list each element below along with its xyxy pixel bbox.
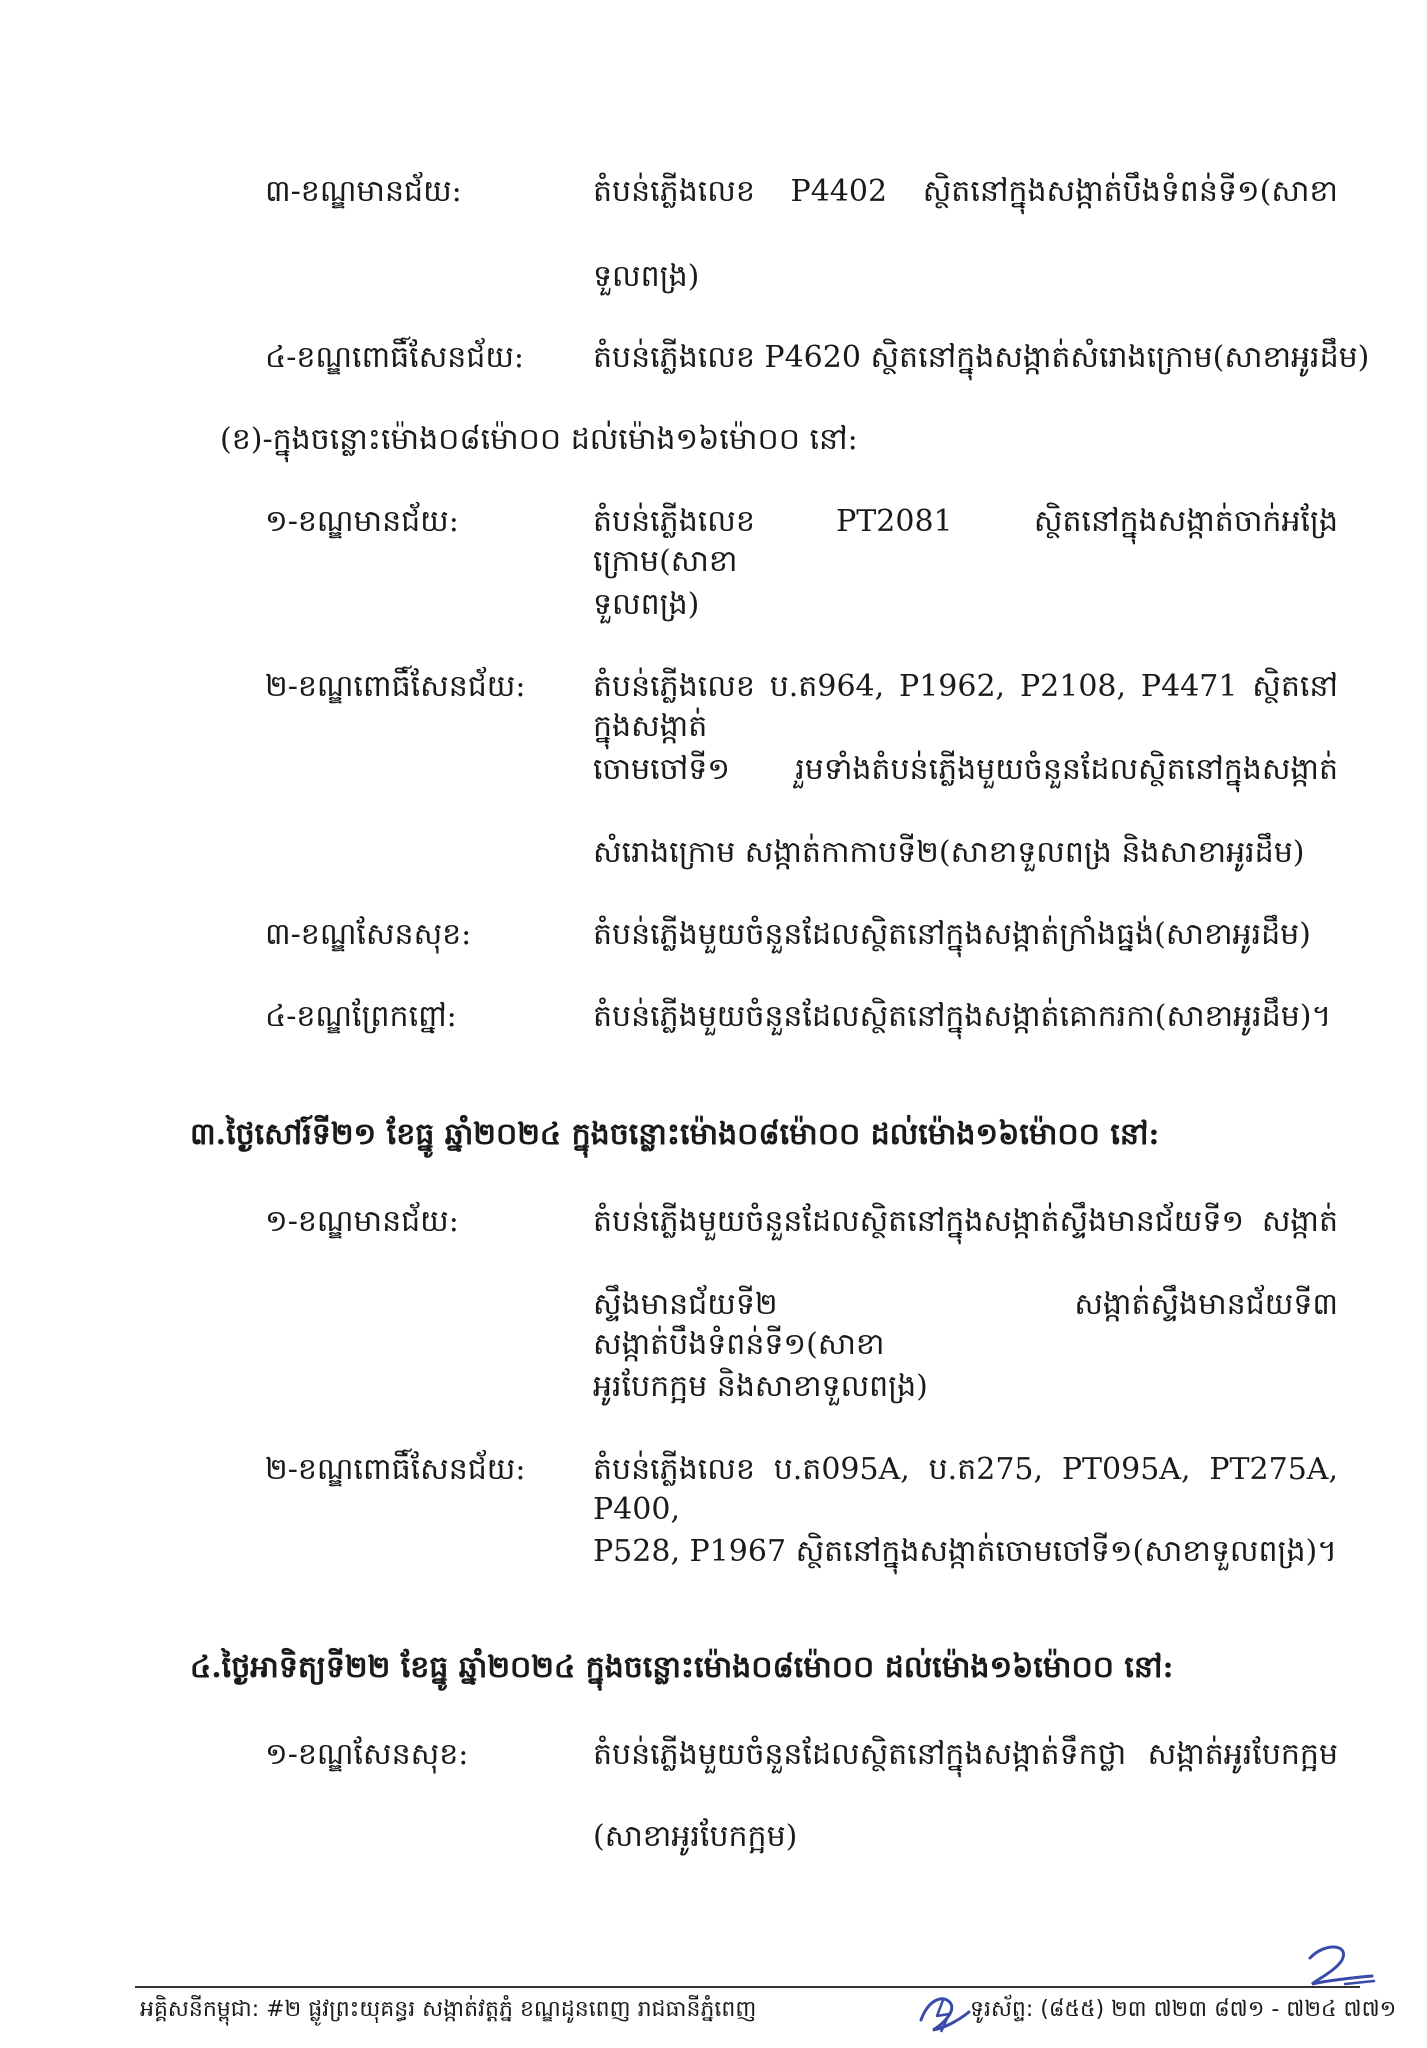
- district-description: តំបន់ភ្លើងលេខ ប.ត095A, ប.ត275, PT095A, PT275A, P400,: [593, 1452, 1338, 1527]
- district-label: ១-ខណ្ឌមានជ័យ:: [265, 1204, 459, 1239]
- district-description: ទួលពង្រ): [593, 587, 700, 622]
- district-description: តំបន់ភ្លើងលេខ PT2081 ស្ថិតនៅក្នុងសង្កាត់ចាក់អង្រែក្រោម(សាខា: [593, 504, 1338, 579]
- district-description: តំបន់ភ្លើងមួយចំនួនដែលស្ថិតនៅក្នុងសង្កាត់គោករកា(សាខាអូរដឹម)។: [593, 999, 1332, 1034]
- district-label: ៤-ខណ្ឌពោធិ៍សែនជ័យ:: [265, 340, 525, 375]
- footer-phone: ទូរស័ព្ទ: (៨៥៥) ២៣ ៧២៣ ៨៧១ - ៧២៤ ៧៧១: [970, 1997, 1397, 2022]
- district-description: (សាខាអូរបែកក្អម): [593, 1819, 798, 1854]
- district-label: ៣-ខណ្ឌមានជ័យ:: [265, 174, 462, 209]
- section-heading: ៣.ថ្ងៃសៅរ៍ទី២១ ខែធ្នូ ឆ្នាំ២០២៤ ក្នុងចន្លោះម៉ោង០៨ម៉ោ០០ ដល់ម៉ោង១៦ម៉ោ០០ នៅ:: [190, 1117, 1160, 1152]
- district-label: ១-ខណ្ឌសែនសុខ:: [265, 1737, 469, 1772]
- district-description: ចោមចៅទី១ រួមទាំងតំបន់ភ្លើងមួយចំនួនដែលស្ថិតនៅក្នុងសង្កាត់: [593, 752, 1338, 787]
- district-description: ទួលពង្រ): [593, 259, 700, 294]
- district-description: សំរោងក្រោម សង្កាត់កាកាបទី២(សាខាទួលពង្រ និងសាខាអូរដឹម): [593, 835, 1305, 870]
- footer-divider: [135, 1986, 1360, 1988]
- section-heading: ៤.ថ្ងៃអាទិត្យទី២២ ខែធ្នូ ឆ្នាំ២០២៤ ក្នុងចន្លោះម៉ោង០៨ម៉ោ០០ ដល់ម៉ោង១៦ម៉ោ០០ នៅ:: [190, 1650, 1174, 1685]
- district-description: អូរបែកក្អម និងសាខាទួលពង្រ): [593, 1369, 928, 1404]
- district-description: តំបន់ភ្លើងមួយចំនួនដែលស្ថិតនៅក្នុងសង្កាត់ក្រាំងធ្នង់(សាខាអូរដឹម): [593, 917, 1311, 952]
- district-label: ៣-ខណ្ឌសែនសុខ:: [265, 917, 472, 952]
- district-description: តំបន់ភ្លើងលេខ ប.ត964, P1962, P2108, P4471 ស្ថិតនៅក្នុងសង្កាត់: [593, 669, 1338, 744]
- district-label: ២-ខណ្ឌពោធិ៍សែនជ័យ:: [265, 1452, 526, 1487]
- signature-icon: [1290, 1940, 1380, 2000]
- district-description: ស្ទឹងមានជ័យទី២ សង្កាត់ស្ទឹងមានជ័យទី៣ សង្កាត់បឹងទំពន់ទី១(សាខា: [593, 1287, 1338, 1362]
- footer-address: អគ្គិសនីកម្ពុជា: #២ ផ្លូវព្រះយុគន្ធរ សង្កាត់វត្តភ្នំ ខណ្ឌដូនពេញ រាជធានីភ្នំពេញ: [140, 1997, 757, 2022]
- district-label: ៤-ខណ្ឌព្រែកព្នៅ:: [265, 999, 457, 1034]
- district-description: តំបន់ភ្លើងលេខ P4620 ស្ថិតនៅក្នុងសង្កាត់សំរោងក្រោម(សាខាអូរដឹម): [593, 340, 1370, 375]
- district-description: តំបន់ភ្លើងមួយចំនួនដែលស្ថិតនៅក្នុងសង្កាត់ទឹកថ្លា សង្កាត់អូរបែកក្អម: [593, 1737, 1338, 1772]
- district-description: តំបន់ភ្លើងលេខ P4402 ស្ថិតនៅក្នុងសង្កាត់បឹងទំពន់ទី១(សាខា: [593, 174, 1338, 209]
- district-description: តំបន់ភ្លើងមួយចំនួនដែលស្ថិតនៅក្នុងសង្កាត់ស្ទឹងមានជ័យទី១ សង្កាត់: [593, 1204, 1338, 1239]
- district-description: P528, P1967 ស្ថិតនៅក្នុងសង្កាត់ចោមចៅទី១(សាខាទួលពង្រ)។: [593, 1534, 1337, 1569]
- district-label: ២-ខណ្ឌពោធិ៍សែនជ័យ:: [265, 669, 526, 704]
- district-label: ១-ខណ្ឌមានជ័យ:: [265, 504, 459, 539]
- subsection-heading: (ខ)-ក្នុងចន្លោះម៉ោង០៨ម៉ោ០០ ដល់ម៉ោង១៦ម៉ោ០០ នៅ:: [220, 422, 858, 457]
